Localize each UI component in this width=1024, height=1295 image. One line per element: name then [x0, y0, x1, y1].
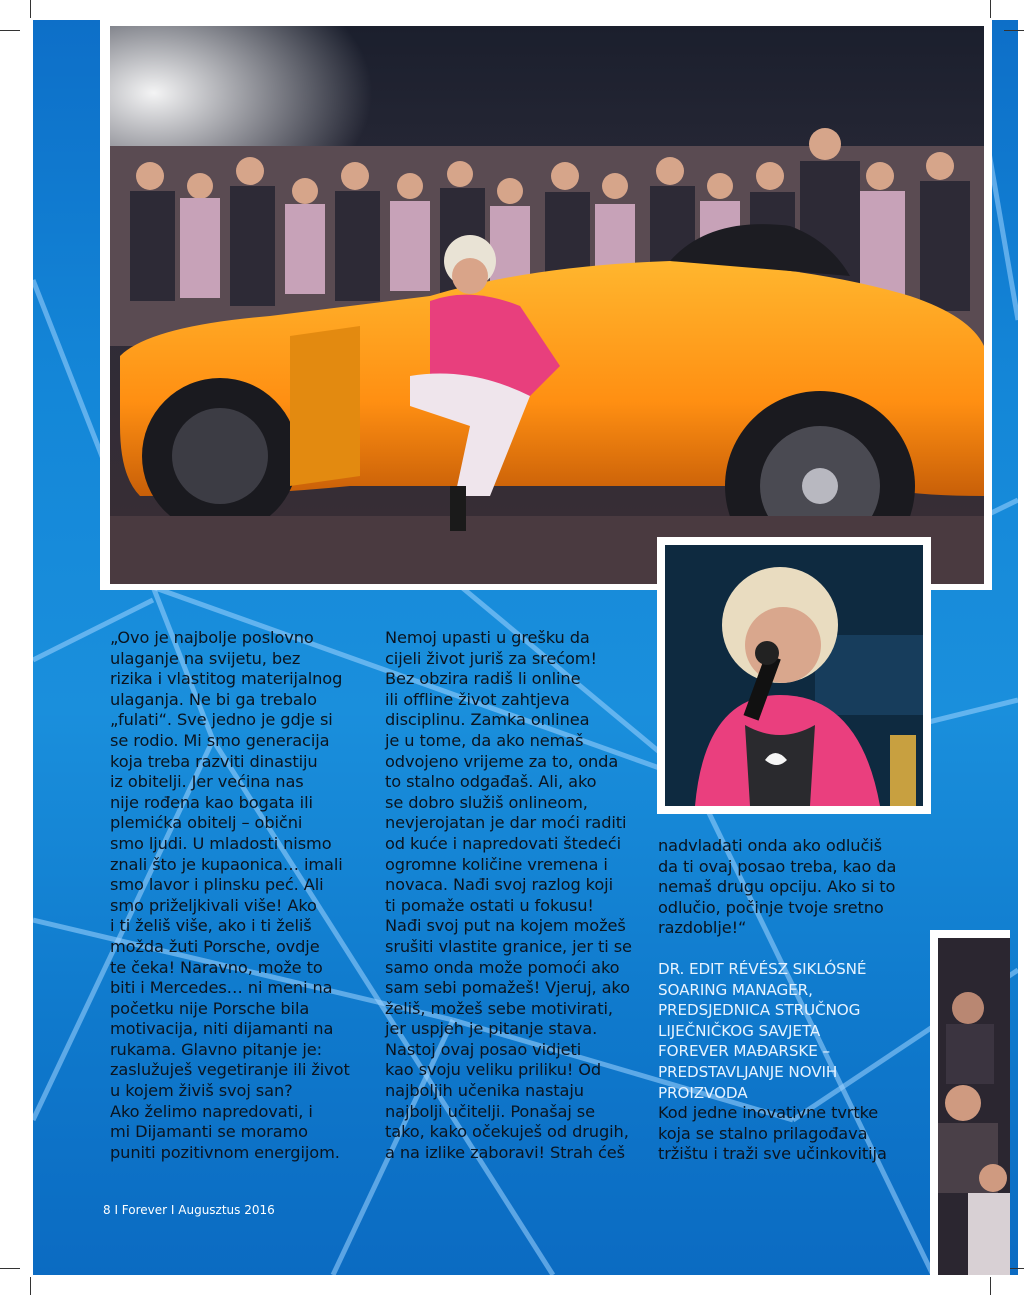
article-column-3: [658, 836, 928, 1165]
side-photo-frame: [930, 930, 1010, 1275]
article-text: „Ovo je najbolje poslovno ulaganje na svijetu, bez rizika i vlastitog materijalnog ulaganja. Ne bi ga trebalo „fulati“. Sve jedno je gdje si se rodio. Mi smo generacija koja treba razviti dinastiju iz obitelji. Jer većina nas nije rođena kao bogata ili plemićka obitelj – obični smo ljudi. U mladosti nismo znali što je kupaonica… imali smo lavor i plinsku peć. Ali smo priželjkivali više! Ako i ti želiš više, ako i ti želiš možda žuti Porsche, ovdje te čeka! Naravno, može to biti i Mercedes… ni meni na početku nije Porsche bila motivacija, niti dijamanti na rukama. Glavno pitanje je: zaslužuješ vegetiranje ili život u kojem živiš svoj san? Ako želimo napredovati, i mi Dijamanti se moramo puniti pozitivnom energijom.: [110, 628, 350, 1162]
crop-mark: [0, 30, 20, 31]
crop-mark: [0, 1268, 20, 1269]
inset-photo: [665, 545, 923, 806]
page-footer: 8 I Forever I Augusztus 2016: [103, 1203, 275, 1217]
side-photo: [938, 938, 1010, 1275]
article-text: Nemoj upasti u grešku da cijeli život juriš za srećom! Bez obzira radiš li online ili offline život zahtjeva disciplinu. Zamka onlinea je u tome, da ako nemaš odvojeno vrijeme za to, onda to stalno odgađaš. Ali, ako se dobro služiš onlineom, nevjerojatan je dar moći raditi od kuće i napredovati štedeći ogromne količine vremena i novaca. Nađi svoj razlog koji ti pomaže ostati u fokusu! Nađi svoj put na kojem možeš srušiti vlastite granice, jer ti se samo onda može pomoći ako sam sebi pomažeš! Vjeruj, ako želiš, možeš sebe motivirati, jer uspjeh je pitanje stava. Nastoj ovaj posao vidjeti kao svoju veliku priliku! Od najboljih učenika nastaju najbolji učitelji. Ponašaj se tako, kako očekuješ od drugih, a na izlike zaboravi! Strah ćeš: [385, 628, 632, 1162]
article-column-2: [385, 628, 647, 1163]
main-photo-frame: [100, 18, 992, 590]
crop-mark: [990, 1277, 991, 1295]
inset-photo-frame: [657, 537, 931, 814]
crop-mark: [990, 0, 991, 18]
main-photo: [110, 26, 984, 584]
article-column-1: [110, 628, 368, 1163]
crop-mark: [1004, 30, 1024, 31]
crop-mark: [30, 0, 31, 18]
photo-caption: DR. EDIT RÉVÉSZ SIKLÓSNÉ SOARING MANAGER, PREDSJEDNICA STRUČNOG LIJEČNIČKOG SAVJETA FOREVER MAĐARSKE – PREDSTAVLJANJE NOVIH PROIZVODA: [658, 959, 867, 1102]
article-text: nadvladati onda ako odlučiš da ti ovaj posao treba, kao da nemaš drugu opciju. Ako si to odlučio, počinje tvoje sretno razdoblje!“: [658, 836, 897, 938]
crop-mark: [30, 1277, 31, 1295]
article-text: Kod jedne inovativne tvrtke koja se stalno prilagođava tržištu i traži sve učinkovitija: [658, 1103, 887, 1164]
